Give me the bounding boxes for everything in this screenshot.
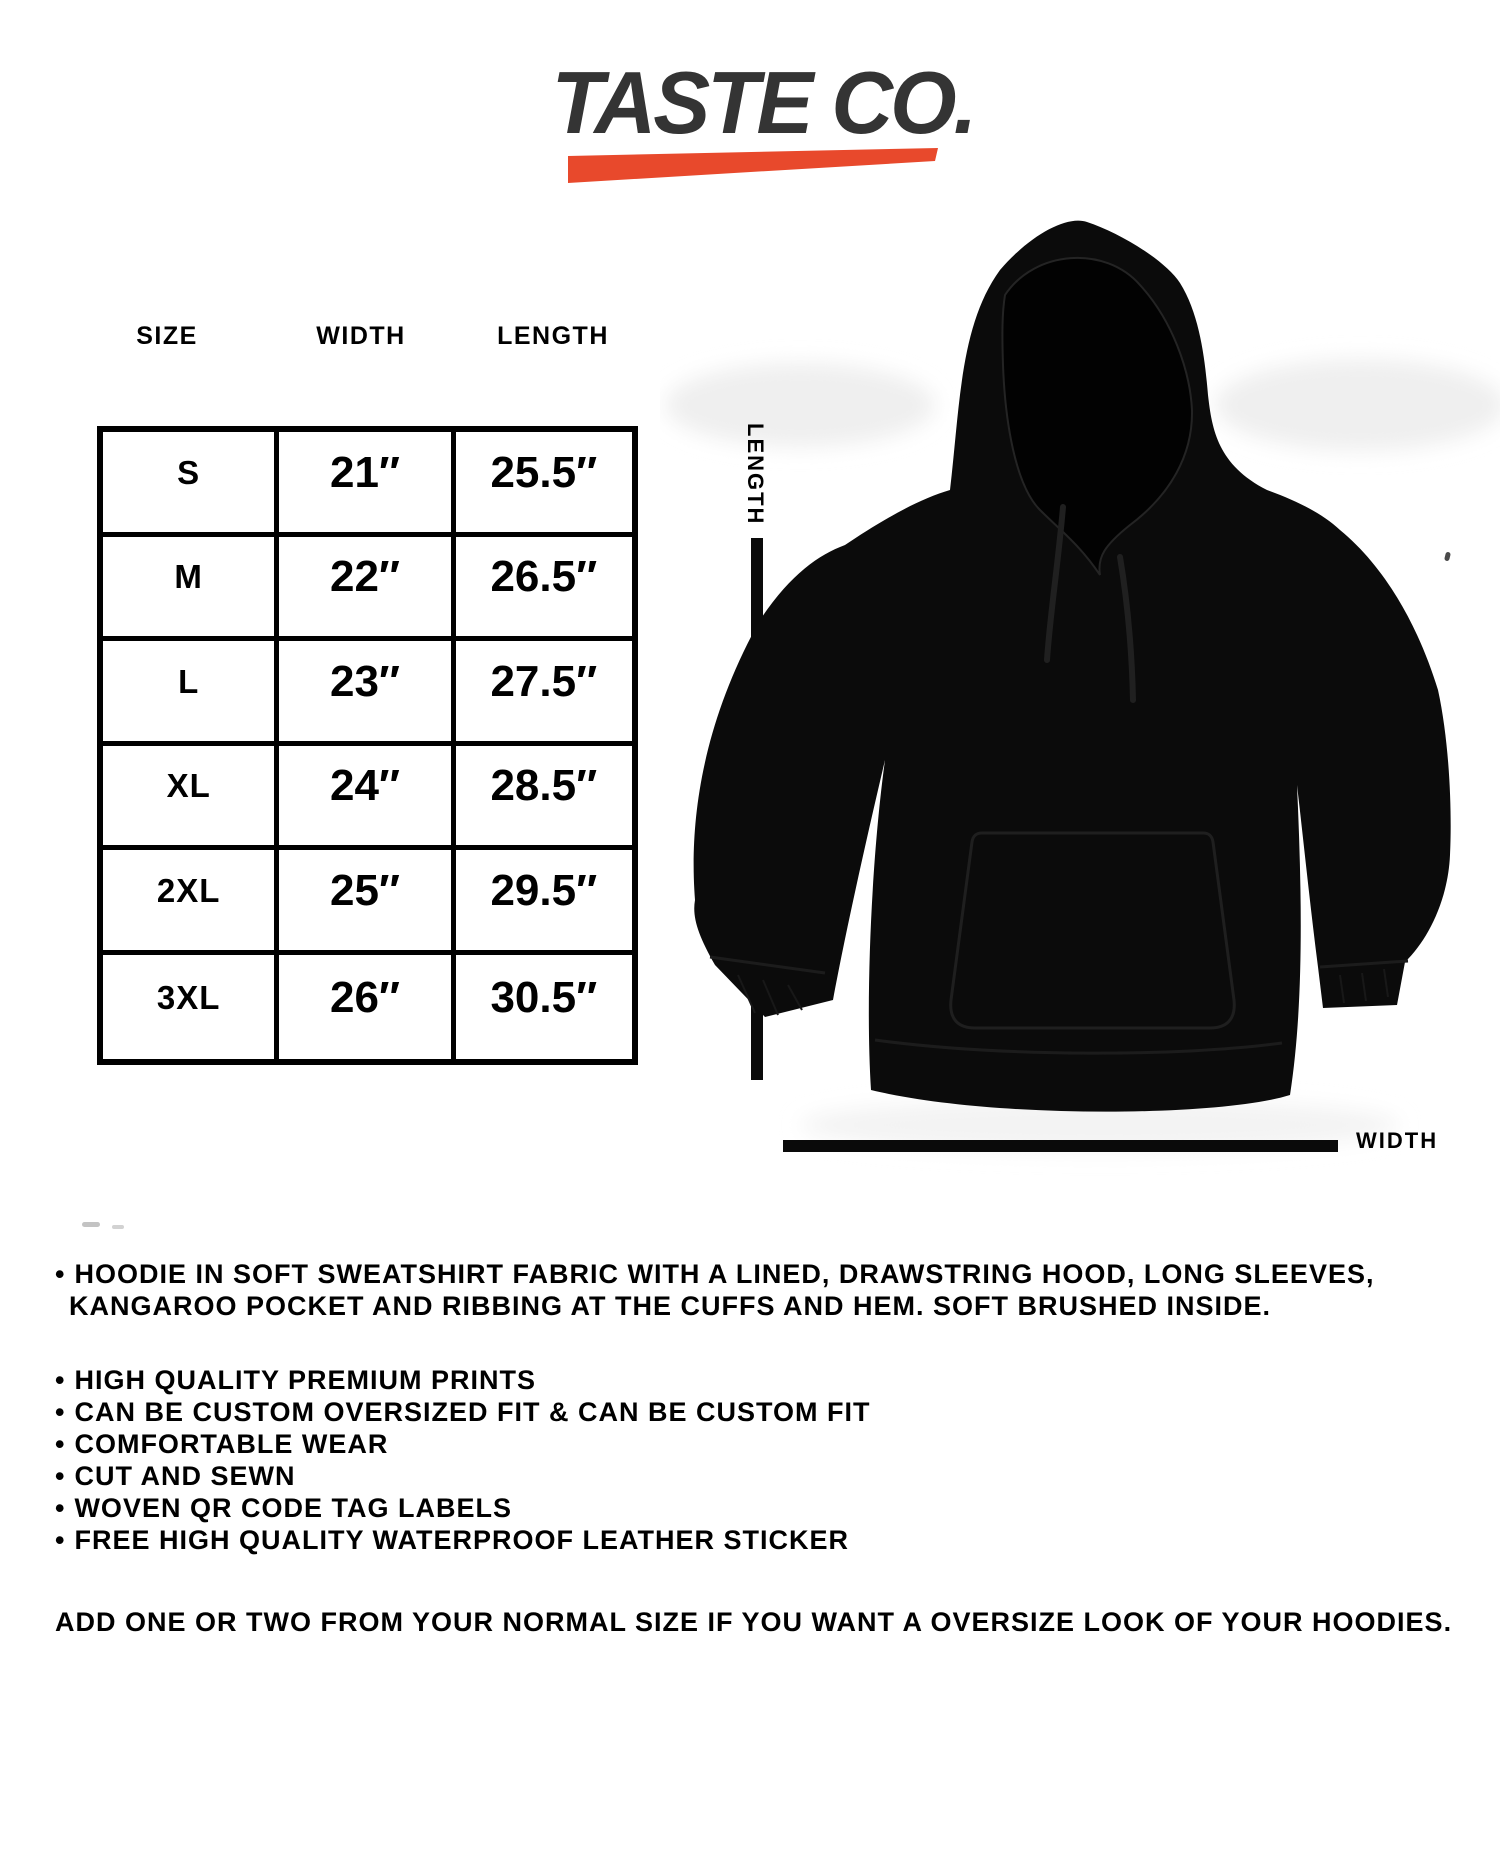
size-value: L xyxy=(178,662,200,700)
table-cell-length xyxy=(456,746,632,851)
table-cell-size xyxy=(103,537,279,642)
size-chart-table xyxy=(97,426,638,1065)
bullet-glyph: • xyxy=(55,1259,66,1289)
feature-text: HIGH QUALITY PREMIUM PRINTS xyxy=(74,1365,536,1395)
table-cell-width xyxy=(279,850,455,955)
bullet-glyph: • xyxy=(55,1365,66,1395)
brand-logo: TASTE CO. xyxy=(551,53,975,152)
bullet-glyph: • xyxy=(55,1461,66,1491)
table-cell-size xyxy=(103,850,279,955)
size-value: M xyxy=(174,558,203,596)
header-length: LENGTH xyxy=(497,322,609,350)
bullet-glyph: • xyxy=(55,1397,66,1427)
size-value: 3XL xyxy=(156,978,221,1016)
feature-text: COMFORTABLE WEAR xyxy=(74,1429,389,1459)
length-axis-label: LENGTH xyxy=(743,423,768,526)
table-cell-size xyxy=(103,432,279,537)
oversize-note: ADD ONE OR TWO FROM YOUR NORMAL SIZE IF YOU WANT A OVERSIZE LOOK OF YOUR HOODIES. xyxy=(55,1607,1453,1637)
feature-item xyxy=(55,1460,1455,1492)
length-value: 29.5″ xyxy=(490,865,598,915)
table-cell-width xyxy=(279,955,455,1060)
table-cell-size xyxy=(103,955,279,1060)
kangaroo-pocket xyxy=(951,833,1235,1028)
width-value: 21″ xyxy=(329,447,400,497)
bullet-glyph: • xyxy=(55,1525,66,1555)
bullet-glyph: • xyxy=(55,1493,66,1523)
size-value: 2XL xyxy=(156,871,221,909)
feature-text: CUT AND SEWN xyxy=(74,1461,296,1491)
feature-list xyxy=(55,1364,1455,1556)
feature-text: CAN BE CUSTOM OVERSIZED FIT & CAN BE CUSTOM FIT xyxy=(74,1397,871,1427)
intro-line-1 xyxy=(55,1258,1455,1290)
width-value: 25″ xyxy=(329,865,400,915)
table-cell-length xyxy=(456,641,632,746)
length-value: 30.5″ xyxy=(490,972,598,1022)
table-cell-length xyxy=(456,537,632,642)
size-value: XL xyxy=(166,767,211,805)
hoodie-product-image xyxy=(660,195,1500,1205)
length-value: 25.5″ xyxy=(490,447,598,497)
photo-smudge xyxy=(112,1225,124,1229)
logo-underline-swoosh xyxy=(565,145,940,187)
background-shadow xyxy=(665,363,935,447)
table-cell-width xyxy=(279,537,455,642)
header-size: SIZE xyxy=(136,322,198,350)
feature-item xyxy=(55,1428,1455,1460)
feature-item xyxy=(55,1524,1455,1556)
background-shadow xyxy=(1215,359,1500,451)
width-measure-bar xyxy=(783,1140,1338,1152)
table-cell-width xyxy=(279,641,455,746)
bullet-glyph: • xyxy=(55,1429,66,1459)
length-value: 28.5″ xyxy=(490,761,598,811)
product-description xyxy=(55,1258,1455,1638)
width-value: 26″ xyxy=(329,972,400,1022)
width-value: 22″ xyxy=(329,552,400,602)
header-width: WIDTH xyxy=(316,322,406,350)
table-cell-length xyxy=(456,850,632,955)
intro-line-2: KANGAROO POCKET AND RIBBING AT THE CUFFS AND HEM. SOFT BRUSHED INSIDE. xyxy=(69,1291,1272,1321)
width-value: 23″ xyxy=(329,656,400,706)
feature-text: FREE HIGH QUALITY WATERPROOF LEATHER STICKER xyxy=(74,1525,849,1555)
table-cell-width xyxy=(279,432,455,537)
width-value: 24″ xyxy=(329,761,400,811)
photo-smudge xyxy=(82,1222,100,1227)
feature-item xyxy=(55,1396,1455,1428)
size-value: S xyxy=(177,453,201,491)
feature-item xyxy=(55,1492,1455,1524)
length-value: 26.5″ xyxy=(490,552,598,602)
width-axis-label: WIDTH xyxy=(1356,1128,1439,1153)
length-value: 27.5″ xyxy=(490,656,598,706)
feature-item xyxy=(55,1364,1455,1396)
table-cell-size xyxy=(103,746,279,851)
table-cell-size xyxy=(103,641,279,746)
feature-text: WOVEN QR CODE TAG LABELS xyxy=(74,1493,512,1523)
table-cell-length xyxy=(456,432,632,537)
table-cell-length xyxy=(456,955,632,1060)
table-cell-width xyxy=(279,746,455,851)
intro-text-1: HOODIE IN SOFT SWEATSHIRT FABRIC WITH A LINED, DRAWSTRING HOOD, LONG SLEEVES, xyxy=(74,1259,1375,1289)
